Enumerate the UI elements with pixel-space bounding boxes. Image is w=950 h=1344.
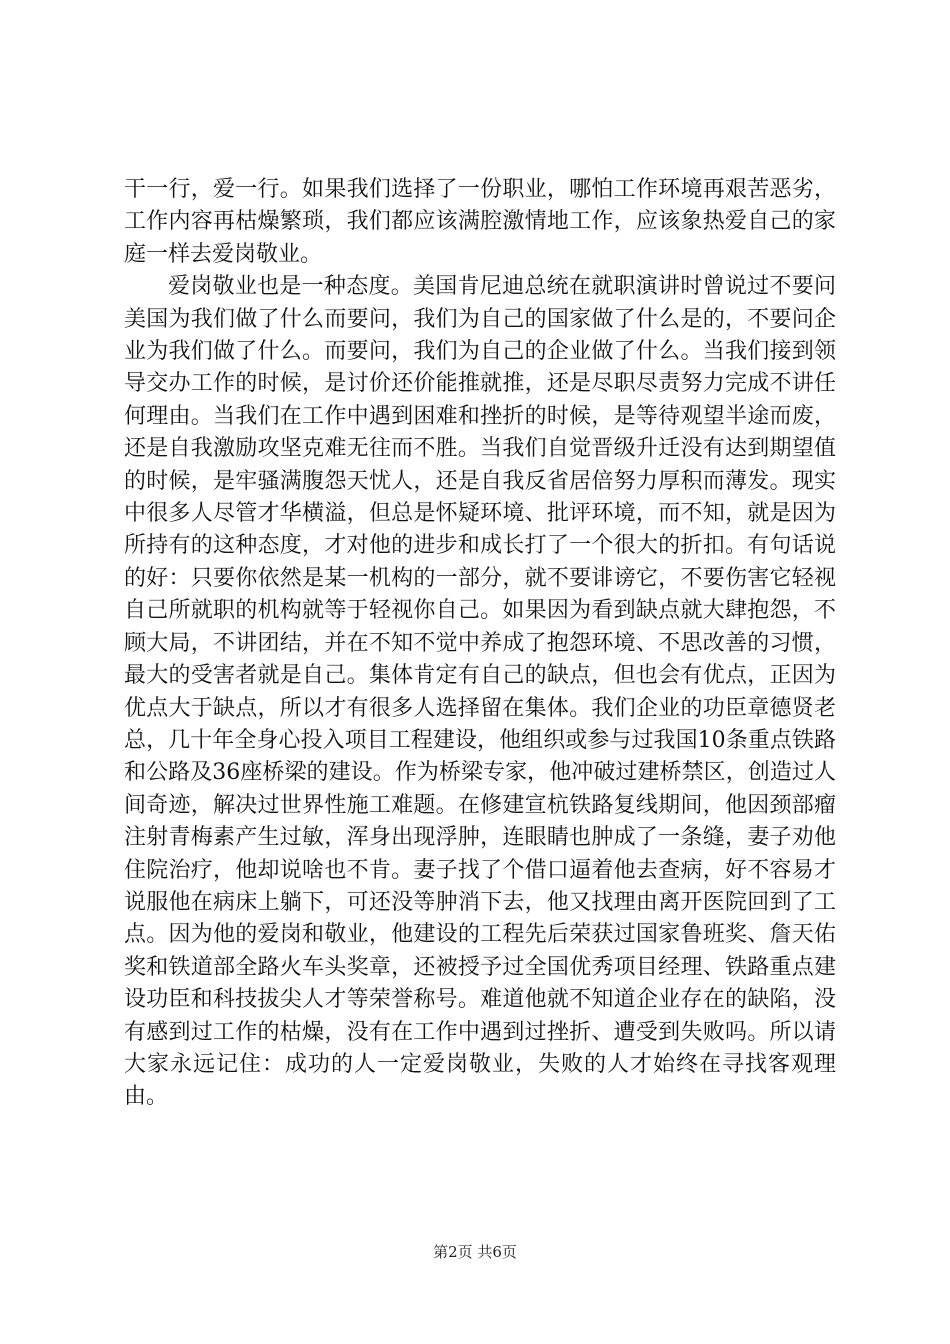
document-body <box>124 174 836 1114</box>
page-footer: 第2页 共6页 <box>433 1243 517 1261</box>
paragraph-1: 干一行，爱一行。如果我们选择了一份职业，哪怕工作环境再艰苦恶劣，工作内容再枯燥繁琐，我们都应该满腔激情地工作，应该象热爱自己的家庭一样去爱岗敬业。 <box>124 177 836 267</box>
paragraph-2: 爱岗敬业也是一种态度。美国肯尼迪总统在就职演讲时曾说过不要问美国为我们做了什么而要问，我们为自己的国家做了什么是的，不要问企业为我们做了什么。而要问，我们为自己的企业做了什么。当我们接到领导交办工作的时候，是讨价还价能推就推，还是尽职尽责努力完成不讲任何理由。当我们在工作中遇到困难和挫折的时候，是等待观望半途而废，还是自我激励攻坚克难无往而不胜。当我们自觉晋级升迁没有达到期望值的时候，是牢骚满腹怨天忧人，还是自我反省居倍努力厚积而薄发。现实中很多人尽管才华横溢，但总是怀疑环境、批评环境，而不知，就是因为所持有的这种态度，才对他的进步和成长打了一个很大的折扣。有句话说的好：只要你依然是某一机构的一部分，就不要诽谤它，不要伤害它轻视自己所就职的机构就等于轻视你自己。如果因为看到缺点就大肆抱怨，不顾大局，不讲团结，并在不知不觉中养成了抱怨环境、不思改善的习惯，最大的受害者就是自己。集体肯定有自己的缺点，但也会有优点，正因为优点大于缺点，所以才有很多人选择留在集体。我们企业的功臣章德贤老总，几十年全身心投入项目工程建设，他组织或参与过我国10条重点铁路和公路及36座桥梁的建设。作为桥梁专家，他冲破过建桥禁区，创造过人间奇迹，解决过世界性施工难题。在修建宣杭铁路复线期间，他因颈部瘤注射青梅素产生过敏，浑身出现浮肿，连眼睛也肿成了一条缝，妻子劝他住院治疗，他却说啥也不肯。妻子找了个借口逼着他去查病，好不容易才说服他在病床上躺下，可还没等肿消下去，他又找理由离开医院回到了工点。因为他的爱岗和敬业，他建设的工程先后荣获过国家鲁班奖、詹天佑奖和铁道部全路火车头奖章，还被授予过全国优秀项目经理、铁路重点建设功臣和科技拔尖人才等荣誉称号。难道他就不知道企业存在的缺陷，没有感到过工作的枯燥，没有在工作中遇到过挫折、遭受到失败吗。所以请大家永远记住：成功的人一定爱岗敬业，失败的人才始终在寻找客观理由。 <box>124 274 836 1110</box>
